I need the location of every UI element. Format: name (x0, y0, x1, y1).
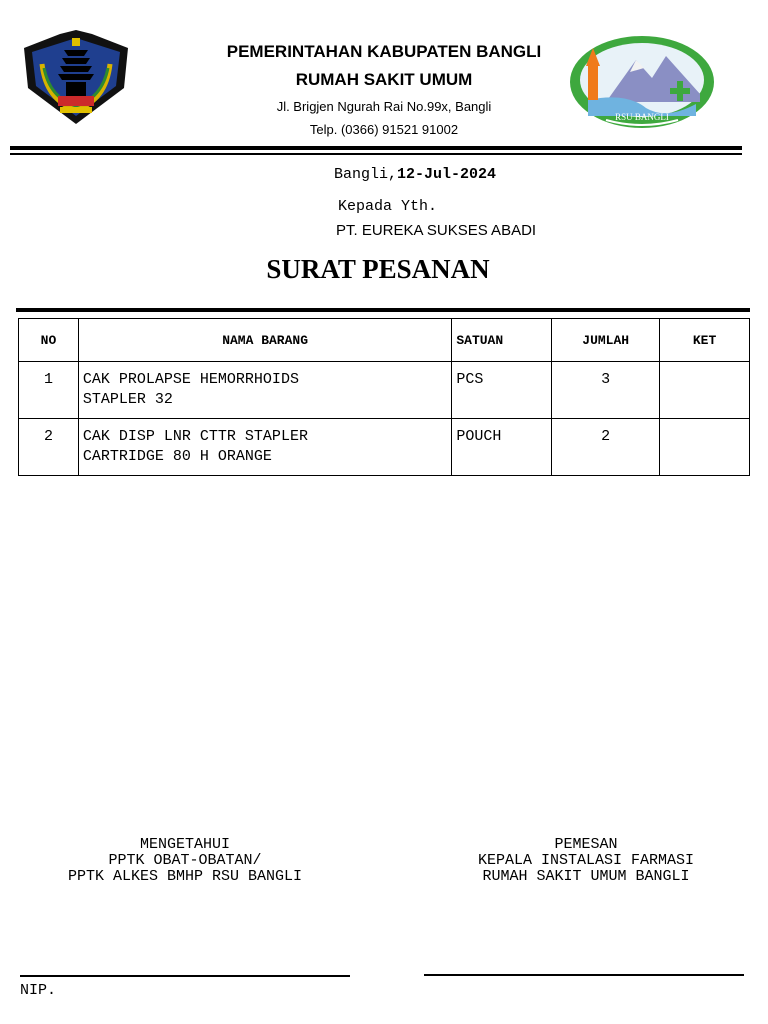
signature-right-line3: RUMAH SAKIT UMUM BANGLI (482, 868, 690, 885)
col-header-nama-barang: NAMA BARANG (78, 319, 451, 362)
row-ket (660, 362, 750, 419)
order-items-table (18, 318, 750, 476)
row-unit: PCS (452, 362, 552, 419)
signature-left-nip: NIP. (20, 982, 57, 999)
title-rule (16, 308, 750, 312)
letter-date: 12-Jul-2024 (397, 166, 497, 183)
table-row (19, 419, 750, 476)
letter-place: Bangli, (334, 166, 398, 183)
col-header-jumlah: JUMLAH (552, 319, 660, 362)
row-item-name-line2: CARTRIDGE 80 H ORANGE (82, 448, 272, 465)
header-rule-thin (10, 153, 742, 155)
bangli-regency-emblem (20, 28, 132, 126)
col-header-no: NO (19, 319, 79, 362)
signature-left-line1: MENGETAHUI (139, 836, 230, 853)
signature-right-block (426, 837, 746, 885)
row-item-name-line1: CAK DISP LNR CTTR STAPLER (82, 428, 308, 445)
col-header-satuan: SATUAN (452, 319, 552, 362)
letter-to-label: Kepada Yth. (338, 198, 438, 215)
header-government-name: PEMERINTAHAN KABUPATEN BANGLI (226, 42, 542, 61)
letter-title: SURAT PESANAN (266, 254, 490, 284)
signature-right-line1: PEMESAN (554, 836, 618, 853)
table-row (19, 362, 750, 419)
header-phone: Telp. (0366) 91521 91002 (309, 122, 459, 137)
signature-left-block (20, 837, 350, 885)
row-qty: 3 (552, 362, 660, 419)
logo-caption: RSU BANGLI (615, 112, 669, 122)
row-item-name-line1: CAK PROLAPSE HEMORRHOIDS (82, 371, 299, 388)
letter-recipient: PT. EUREKA SUKSES ABADI (336, 222, 537, 239)
col-header-ket: KET (660, 319, 750, 362)
row-no: 2 (19, 419, 79, 476)
row-item-name-line2: STAPLER 32 (82, 391, 173, 408)
row-item-name (78, 362, 451, 419)
row-ket (660, 419, 750, 476)
signature-left-line3: PPTK ALKES BMHP RSU BANGLI (67, 868, 303, 885)
row-item-name (78, 419, 451, 476)
header-address: Jl. Brigjen Ngurah Rai No.99x, Bangli (276, 99, 492, 114)
row-qty: 2 (552, 419, 660, 476)
letter-date-line (334, 166, 496, 183)
signature-left-underline (20, 975, 350, 977)
row-unit: POUCH (452, 419, 552, 476)
header-rule-thick (10, 146, 742, 150)
signature-left-line2: PPTK OBAT-OBATAN/ (108, 852, 262, 869)
table-header-row (19, 319, 750, 362)
rsu-bangli-logo (566, 32, 718, 134)
header-hospital-name: RUMAH SAKIT UMUM (295, 70, 473, 89)
signature-right-underline (424, 974, 744, 976)
row-no: 1 (19, 362, 79, 419)
signature-right-line2: KEPALA INSTALASI FARMASI (477, 852, 695, 869)
